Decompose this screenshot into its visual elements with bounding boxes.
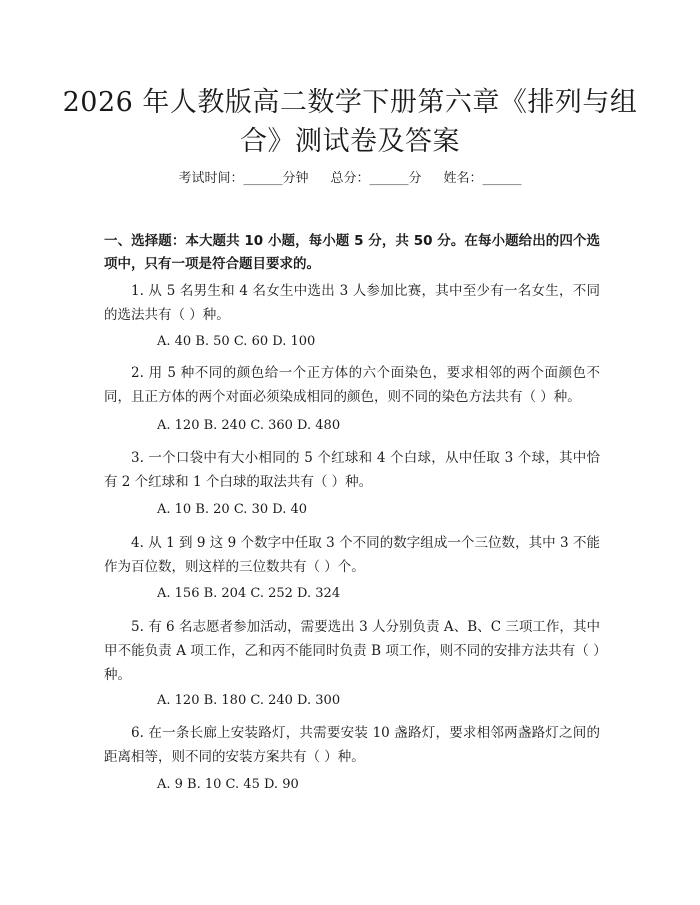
question-3-options: A. 10 B. 20 C. 30 D. 40 bbox=[157, 502, 308, 517]
question-6-options: A. 9 B. 10 C. 45 D. 90 bbox=[157, 777, 299, 792]
page-title: 2026 年人教版高二数学下册第六章《排列与组合》测试卷及答案 bbox=[62, 87, 638, 157]
question-4-options: A. 156 B. 204 C. 252 D. 324 bbox=[157, 586, 341, 601]
question-4: 4. 从 1 到 9 这 9 个数字中任取 3 个不同的数字组成一个三位数，其中 3 不能作为百位数，则这样的三位数共有（ ）个。 bbox=[104, 535, 600, 575]
question-1-options: A. 40 B. 50 C. 60 D. 100 bbox=[157, 334, 316, 349]
question-5-options: A. 120 B. 180 C. 240 D. 300 bbox=[157, 693, 341, 708]
question-6: 6. 在一条长廊上安装路灯，共需要安装 10 盏路灯，要求相邻两盏路灯之间的距离相等，则不同的安装方案共有（ ）种。 bbox=[104, 725, 600, 765]
question-3: 3. 一个口袋中有大小相同的 5 个红球和 4 个白球，从中任取 3 个球，其中恰有 2 个红球和 1 个白球的取法共有（ ）种。 bbox=[104, 450, 600, 490]
exam-info-line bbox=[0, 170, 700, 188]
section-heading: 一、选择题：本大题共 10 小题，每小题 5 分，共 50 分。在每小题给出的四个选项中，只有一项是符合题目要求的。 bbox=[104, 233, 600, 272]
exam-time-field: 考试时间：______分钟 bbox=[178, 171, 309, 186]
question-2-options: A. 120 B. 240 C. 360 D. 480 bbox=[157, 418, 341, 433]
question-2: 2. 用 5 种不同的颜色给一个正方体的六个面染色，要求相邻的两个面颜色不同，且正方体的两个对面必须染成相同的颜色，则不同的染色方法共有（ ）种。 bbox=[104, 365, 600, 405]
question-1: 1. 从 5 名男生和 4 名女生中选出 3 人参加比赛，其中至少有一名女生，不同的选法共有（ ）种。 bbox=[104, 283, 600, 323]
student-name-field: 姓名：______ bbox=[443, 171, 522, 186]
question-5: 5. 有 6 名志愿者参加活动，需要选出 3 人分别负责 A、B、C 三项工作，其中甲不能负责 A 项工作，乙和丙不能同时负责 B 项工作，则不同的安排方法共有（ ）种。 bbox=[104, 619, 600, 683]
total-score-field: 总分：______分 bbox=[330, 171, 422, 186]
